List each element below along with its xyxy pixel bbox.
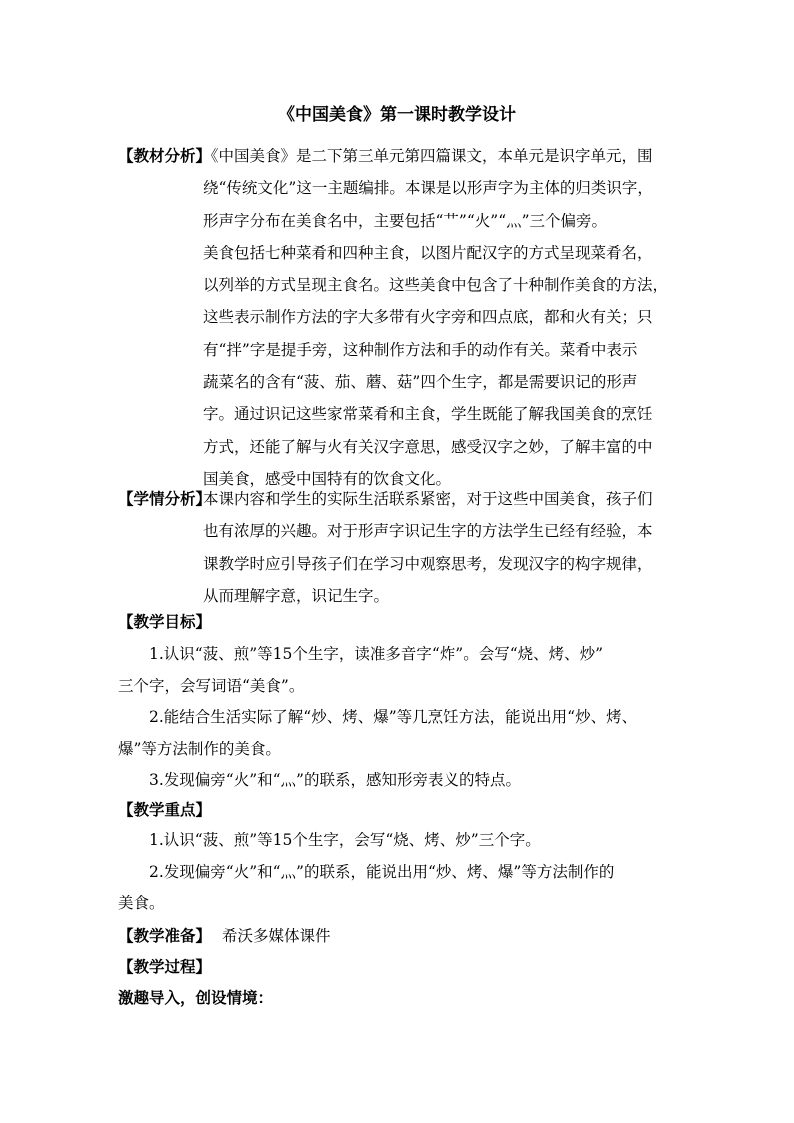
text-line: 1.认识“菠、煎”等15个生字，读准多音字“炸”。会写“烧、烤、炒” (149, 645, 604, 663)
text-line: 三个字，会写词语“美食”。 (118, 676, 305, 695)
text-line: 课教学时应引导孩子们在学习中观察思考，发现汉字的构字规律， (203, 554, 653, 573)
text-line: 以列举的方式呈现主食名。这些美食中包含了十种制作美食的方法， (203, 276, 669, 295)
text-line: 2.发现偏旁“火”和“灬”的联系，能说出用“炒、烤、爆”等方法制作的 (149, 862, 615, 881)
text-line: 《中国美食》是二下第三单元第四篇课文，本单元是识字单元，围 (203, 147, 653, 165)
text-line: 绕“传统文化”这一主题编排。本课是以形声字为主体的归类识字， (203, 179, 653, 198)
students-paragraph (203, 488, 653, 617)
text-line: 2.能结合生活实际了解“炒、烤、爆”等几烹饪方法，能说出用“炒、烤、 (149, 708, 638, 726)
text-line: 本课内容和学生的实际生活联系紧密，对于这些中国美食，孩子们 (203, 490, 653, 508)
section-heading-focus: 【教学重点】 (118, 800, 212, 819)
document-title: 《中国美食》第一课时教学设计 (278, 105, 516, 125)
material-paragraph (203, 145, 668, 500)
section-heading-goals: 【教学目标】 (118, 612, 212, 631)
text-line: 字。通过识记这些家常菜肴和主食，学生既能了解我国美食的烹饪 (203, 405, 653, 424)
text-line: 美食。 (118, 894, 165, 912)
prep-row (118, 925, 330, 947)
process-subheading: 激趣导入，创设情境： (118, 988, 274, 1007)
text-line: 国美食，感受中国特有的饮食文化。 (203, 469, 452, 488)
section-heading-students: 【学情分析】 (118, 489, 212, 508)
section-heading-process: 【教学过程】 (118, 957, 212, 976)
text-line: 有“拌”字是提手旁，这种制作方法和手的动作有关。菜肴中表示 (203, 340, 638, 359)
section-heading-material: 【教材分析】 (118, 146, 212, 165)
goals-list (118, 643, 637, 801)
text-line: 方式，还能了解与火有关汉字意思，感受汉字之妙，了解丰富的中 (203, 437, 653, 456)
text-line: 1.认识“菠、煎”等15个生字，会写“烧、烤、炒”三个字。 (149, 831, 541, 849)
section-heading-prep: 【教学准备】 (118, 926, 212, 945)
text-line: 爆”等方法制作的美食。 (118, 739, 281, 758)
text-line: 蔬菜名的含有“菠、茄、蘑、菇”四个生字，都是需要识记的形声 (203, 373, 638, 392)
text-line: 美食包括七种菜肴和四种主食，以图片配汉字的方式呈现菜肴名， (203, 243, 653, 262)
focus-list (118, 829, 614, 924)
prep-text: 希沃多媒体课件 (221, 927, 331, 945)
text-line: 也有浓厚的兴趣。对于形声字识记生字的方法学生已经有经验，本 (203, 522, 653, 541)
text-line: 从而理解字意，识记生字。 (203, 586, 390, 605)
text-line: 3.发现偏旁“火”和“灬”的联系，感知形旁表义的特点。 (149, 771, 521, 789)
text-line: 形声字分布在美食名中，主要包括“艹”“火”“灬”三个偏旁。 (203, 211, 608, 230)
text-line: 这些表示制作方法的字大多带有火字旁和四点底，都和火有关；只 (203, 308, 653, 327)
